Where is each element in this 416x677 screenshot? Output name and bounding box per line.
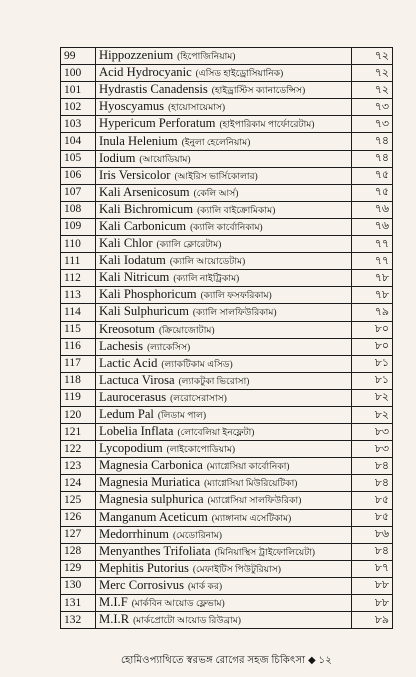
row-number: 128 [61, 543, 96, 560]
page-number: ৭৩ [352, 99, 393, 116]
row-number: 108 [61, 201, 96, 218]
remedy-latin-name: Kali Chlor [99, 236, 153, 251]
page-number: ৮৩ [352, 441, 393, 458]
remedy-name-cell [96, 287, 352, 304]
page-number: ৮০ [352, 321, 393, 338]
remedy-latin-name: Kali Iodatum [99, 253, 166, 268]
remedy-latin-name: Kali Sulphuricum [99, 304, 189, 319]
remedy-name-cell [96, 270, 352, 287]
row-number: 124 [61, 475, 96, 492]
table-row [61, 475, 393, 492]
page-number: ৭৭ [352, 236, 393, 253]
remedy-name-cell [96, 99, 352, 116]
row-number: 122 [61, 441, 96, 458]
remedy-name-cell [96, 236, 352, 253]
remedy-bengali-name: (ল্যাকটুকা ভিরোসা) [178, 375, 250, 386]
row-number: 119 [61, 389, 96, 406]
table-row [61, 167, 393, 184]
remedy-name-cell [96, 321, 352, 338]
remedy-bengali-name: (ক্যালি নাইট্রিকাম) [173, 273, 240, 284]
table-row [61, 372, 393, 389]
remedy-bengali-name: (হাইড্রাস্টিস ক্যানাডেন্সিস) [211, 85, 306, 96]
remedy-name-cell [96, 201, 352, 218]
remedy-name-cell [96, 184, 352, 201]
remedy-bengali-name: (ক্যালি ক্লোরেটাম) [156, 239, 222, 250]
remedy-bengali-name: (লাইকোপোডিয়াম) [166, 444, 236, 455]
remedy-name-cell [96, 509, 352, 526]
table-row [61, 287, 393, 304]
remedy-bengali-name: (কেলি আর্স) [193, 187, 239, 198]
page-number: ৭৫ [352, 184, 393, 201]
remedy-bengali-name: (ক্যালি কার্বোনিকাম) [190, 221, 263, 232]
table-row [61, 253, 393, 270]
page-number: ৮৪ [352, 458, 393, 475]
table-row [61, 355, 393, 372]
table-row [61, 492, 393, 509]
page-number: ৮১ [352, 355, 393, 372]
remedy-name-cell [96, 543, 352, 560]
remedy-bengali-name: (ম্যাঙ্গানাম এসেটিকাম) [211, 512, 292, 523]
page-number: ৮৮ [352, 577, 393, 594]
page-number: ৭৬ [352, 201, 393, 218]
table-row [61, 201, 393, 218]
row-number: 121 [61, 424, 96, 441]
row-number: 131 [61, 595, 96, 612]
row-number: 130 [61, 577, 96, 594]
page-number: ৮২ [352, 406, 393, 423]
remedy-latin-name: Kali Phosphoricum [99, 287, 197, 302]
page-number: ৮৫ [352, 509, 393, 526]
row-number: 123 [61, 458, 96, 475]
page-number: ৮৪ [352, 543, 393, 560]
remedy-name-cell [96, 526, 352, 543]
remedy-latin-name: Acid Hydrocyanic [99, 65, 192, 80]
page-number: ৮৪ [352, 475, 393, 492]
remedy-index-body [61, 48, 393, 629]
remedy-name-cell [96, 612, 352, 629]
row-number: 103 [61, 116, 96, 133]
page-number: ৭৮ [352, 287, 393, 304]
page-number: ৮২ [352, 389, 393, 406]
remedy-bengali-name: (ম্যাগ্নেসিয়া সালফিউরিকা) [207, 495, 302, 506]
remedy-name-cell [96, 492, 352, 509]
row-number: 104 [61, 133, 96, 150]
remedy-bengali-name: (ল্যাকেসিস) [147, 341, 191, 352]
table-row [61, 560, 393, 577]
table-row [61, 65, 393, 82]
remedy-bengali-name: (লরোসেরাসাস) [170, 392, 227, 403]
table-row [61, 133, 393, 150]
remedy-latin-name: Hypericum Perforatum [99, 116, 216, 131]
remedy-bengali-name: (আইরিস ভার্সিকোলার) [174, 170, 258, 181]
remedy-bengali-name: (ক্যালি আয়োডেটাম) [169, 256, 246, 267]
remedy-latin-name: Ledum Pal [99, 407, 154, 422]
remedy-latin-name: Kali Arsenicosum [99, 184, 190, 199]
remedy-name-cell [96, 458, 352, 475]
remedy-bengali-name: (ম্যাগ্নেসিয়া কার্বোনিকা) [206, 461, 290, 472]
remedy-bengali-name: (মার্ক কর) [188, 580, 223, 591]
remedy-bengali-name: (মেডোরিনাম) [172, 529, 222, 540]
remedy-name-cell [96, 48, 352, 65]
remedy-bengali-name: (হিপোজিনিয়াম) [177, 51, 236, 62]
remedy-name-cell [96, 424, 352, 441]
row-number: 101 [61, 82, 96, 99]
page-number: ৭২ [352, 82, 393, 99]
remedy-name-cell [96, 218, 352, 235]
table-row [61, 116, 393, 133]
remedy-bengali-name: (ক্যালি বাইক্রোমিকাম) [197, 204, 276, 215]
remedy-name-cell [96, 253, 352, 270]
row-number: 111 [61, 253, 96, 270]
remedy-index-table [60, 47, 393, 629]
table-row [61, 82, 393, 99]
row-number: 106 [61, 167, 96, 184]
remedy-bengali-name: (ইনুলা হেলেনিয়াম) [181, 136, 251, 147]
remedy-latin-name: Hyoscyamus [99, 99, 165, 114]
row-number: 100 [61, 65, 96, 82]
page-number: ৭৭ [352, 253, 393, 270]
row-number: 102 [61, 99, 96, 116]
remedy-name-cell [96, 372, 352, 389]
remedy-name-cell [96, 304, 352, 321]
remedy-latin-name: Merc Corrosivus [99, 577, 184, 592]
remedy-name-cell [96, 355, 352, 372]
remedy-bengali-name: (আয়োডিয়াম) [139, 153, 191, 164]
remedy-name-cell [96, 577, 352, 594]
table-row [61, 526, 393, 543]
table-row [61, 338, 393, 355]
page-footer: হোমিওপ্যাথিতে স্বরভঙ্গ রোগের সহজ চিকিৎসা ◆ ১২ [121, 655, 332, 666]
remedy-latin-name: Kali Carbonicum [99, 218, 187, 233]
remedy-bengali-name: (ক্যালি ফসফরিকাম) [200, 290, 272, 301]
remedy-latin-name: Lachesis [99, 338, 144, 353]
row-number: 127 [61, 526, 96, 543]
row-number: 99 [61, 48, 96, 65]
page-number: ৮৭ [352, 560, 393, 577]
row-number: 126 [61, 509, 96, 526]
row-number: 113 [61, 287, 96, 304]
remedy-latin-name: Manganum Aceticum [99, 509, 208, 524]
remedy-latin-name: Menyanthes Trifoliata [99, 543, 211, 558]
remedy-bengali-name: (মার্কপ্রোটো আয়োড রিউব্রাম) [133, 615, 241, 626]
row-number: 115 [61, 321, 96, 338]
remedy-name-cell [96, 441, 352, 458]
remedy-bengali-name: (ক্রিয়োজোটাম) [158, 324, 215, 335]
remedy-name-cell [96, 150, 352, 167]
page-number: ৮০ [352, 338, 393, 355]
row-number: 132 [61, 612, 96, 629]
remedy-name-cell [96, 65, 352, 82]
row-number: 129 [61, 560, 96, 577]
remedy-latin-name: Magnesia Muriatica [99, 475, 201, 490]
remedy-name-cell [96, 595, 352, 612]
remedy-latin-name: M.I.R [99, 612, 130, 627]
remedy-latin-name: Mephitis Putorius [99, 560, 189, 575]
remedy-latin-name: Magnesia Carbonica [99, 458, 203, 473]
remedy-latin-name: Lobelia Inflata [99, 424, 174, 439]
table-row [61, 595, 393, 612]
remedy-latin-name: Lycopodium [99, 441, 163, 456]
table-row [61, 441, 393, 458]
remedy-bengali-name: (হাইপারিকাম পার্ফোরেটাম) [219, 119, 315, 130]
table-row [61, 458, 393, 475]
table-row [61, 48, 393, 65]
row-number: 125 [61, 492, 96, 509]
table-row [61, 509, 393, 526]
page-number: ৭৪ [352, 133, 393, 150]
page-number: ৭৮ [352, 270, 393, 287]
page-number: ৮৩ [352, 424, 393, 441]
remedy-bengali-name: (এসিড হাইড্রোসিয়ানিক) [195, 68, 284, 79]
remedy-latin-name: Inula Helenium [99, 133, 178, 148]
row-number: 116 [61, 338, 96, 355]
remedy-name-cell [96, 475, 352, 492]
page-number: ৮১ [352, 372, 393, 389]
remedy-bengali-name: (লোবেলিয়া ইনফ্লেটা) [177, 427, 255, 438]
remedy-bengali-name: (মেফাইটিস পিউটুরিয়াস) [192, 563, 281, 574]
row-number: 110 [61, 236, 96, 253]
remedy-bengali-name: (ক্যালি সালফিউরিকাম) [192, 307, 277, 318]
remedy-latin-name: Hydrastis Canadensis [99, 82, 208, 97]
table-row [61, 99, 393, 116]
remedy-name-cell [96, 167, 352, 184]
page-number: ৭৬ [352, 218, 393, 235]
row-number: 112 [61, 270, 96, 287]
remedy-name-cell [96, 389, 352, 406]
row-number: 109 [61, 218, 96, 235]
row-number: 117 [61, 355, 96, 372]
remedy-latin-name: Kali Bichromicum [99, 201, 194, 216]
table-row [61, 150, 393, 167]
remedy-latin-name: M.I.F [99, 595, 128, 610]
page-number: ৮৫ [352, 492, 393, 509]
page-number: ৭২ [352, 48, 393, 65]
table-row [61, 389, 393, 406]
remedy-latin-name: Lactuca Virosa [99, 372, 175, 387]
table-row [61, 424, 393, 441]
remedy-bengali-name: (লিডাম পাল) [157, 410, 207, 421]
remedy-bengali-name: (মিনিয়াস্থিস ট্রাইফোলিয়েটা) [214, 546, 315, 557]
remedy-name-cell [96, 406, 352, 423]
row-number: 114 [61, 304, 96, 321]
remedy-bengali-name: (ল্যাকটিকাম এসিড) [161, 358, 233, 369]
table-row [61, 218, 393, 235]
remedy-name-cell [96, 116, 352, 133]
index-page [60, 47, 393, 629]
remedy-latin-name: Iris Versicolor [99, 167, 171, 182]
page-number: ৮৯ [352, 612, 393, 629]
table-row [61, 304, 393, 321]
remedy-latin-name: Magnesia sulphurica [99, 492, 204, 507]
remedy-latin-name: Iodium [99, 150, 136, 165]
page-number: ৮৮ [352, 595, 393, 612]
remedy-latin-name: Kali Nitricum [99, 270, 170, 285]
remedy-bengali-name: (মার্কবিন আয়োড ফ্লেভাম) [131, 598, 225, 609]
row-number: 118 [61, 372, 96, 389]
row-number: 105 [61, 150, 96, 167]
remedy-name-cell [96, 560, 352, 577]
table-row [61, 406, 393, 423]
table-row [61, 321, 393, 338]
remedy-name-cell [96, 133, 352, 150]
remedy-name-cell [96, 82, 352, 99]
table-row [61, 184, 393, 201]
page-number: ৭৯ [352, 304, 393, 321]
remedy-bengali-name: (হায়োসায়েমাস) [168, 102, 226, 113]
table-row [61, 236, 393, 253]
remedy-latin-name: Kreosotum [99, 321, 155, 336]
table-row [61, 543, 393, 560]
remedy-latin-name: Laurocerasus [99, 389, 167, 404]
table-row [61, 612, 393, 629]
page-number: ৭৪ [352, 150, 393, 167]
remedy-latin-name: Medorrhinum [99, 526, 169, 541]
page-number: ৭৫ [352, 167, 393, 184]
table-row [61, 577, 393, 594]
remedy-bengali-name: (ম্যাগ্নেসিয়া মিউরিয়েটিকা) [204, 478, 298, 489]
table-row [61, 270, 393, 287]
page-number: ৮৬ [352, 526, 393, 543]
remedy-latin-name: Hippozzenium [99, 48, 174, 63]
remedy-name-cell [96, 338, 352, 355]
page-number: ৭২ [352, 65, 393, 82]
row-number: 120 [61, 406, 96, 423]
remedy-latin-name: Lactic Acid [99, 355, 158, 370]
page-number: ৭৩ [352, 116, 393, 133]
row-number: 107 [61, 184, 96, 201]
